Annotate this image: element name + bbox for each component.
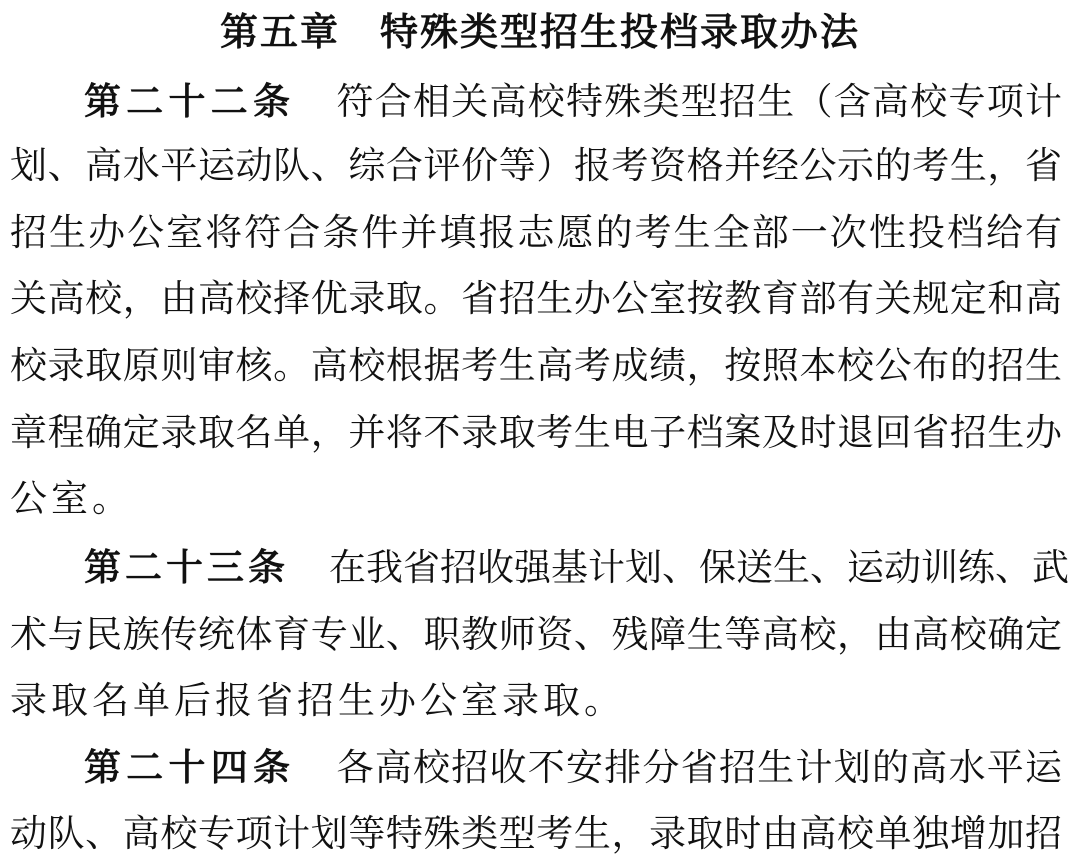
chapter-title: 第五章 特殊类型招生投档录取办法 xyxy=(219,10,860,54)
article-24-text: 各高校招收不安排分省招生计划的高水平运 xyxy=(335,746,1062,789)
article-23-label: 第二十三条 xyxy=(84,546,289,589)
article-22-line-1 xyxy=(84,69,1062,135)
article-24-line-2: 动队、高校专项计划等特殊类型考生，录取时由高校单独增加招 xyxy=(10,812,1062,855)
article-22-line-2: 划、高水平运动队、综合评价等）报考资格并经公示的考生，省 xyxy=(10,144,1062,187)
article-22-label: 第二十二条 xyxy=(84,80,296,123)
article-22-line-7: 公室。 xyxy=(10,477,133,520)
article-23-line-2: 术与民族传统体育专业、职教师资、残障生等高校，由高校确定 xyxy=(10,613,1062,656)
article-23-line-3: 录取名单后报省招生办公室录取。 xyxy=(10,679,625,722)
article-23-line-1 xyxy=(84,535,1069,601)
article-22-line-3: 招生办公室将符合条件并填报志愿的考生全部一次性投档给有 xyxy=(10,211,1062,254)
article-22-text: 符合相关高校特殊类型招生（含高校专项计 xyxy=(335,80,1062,123)
article-23-text: 在我省招收强基计划、保送生、运动训练、武 xyxy=(329,546,1069,589)
article-22-line-6: 章程确定录取名单，并将不录取考生电子档案及时退回省招生办 xyxy=(10,411,1062,454)
article-22-line-5: 校录取原则审核。高校根据考生高考成绩，按照本校公布的招生 xyxy=(10,344,1062,387)
article-22-line-4: 关高校，由高校择优录取。省招生办公室按教育部有关规定和高 xyxy=(10,277,1062,320)
article-24-line-1 xyxy=(84,735,1062,801)
article-24-label: 第二十四条 xyxy=(84,746,296,789)
